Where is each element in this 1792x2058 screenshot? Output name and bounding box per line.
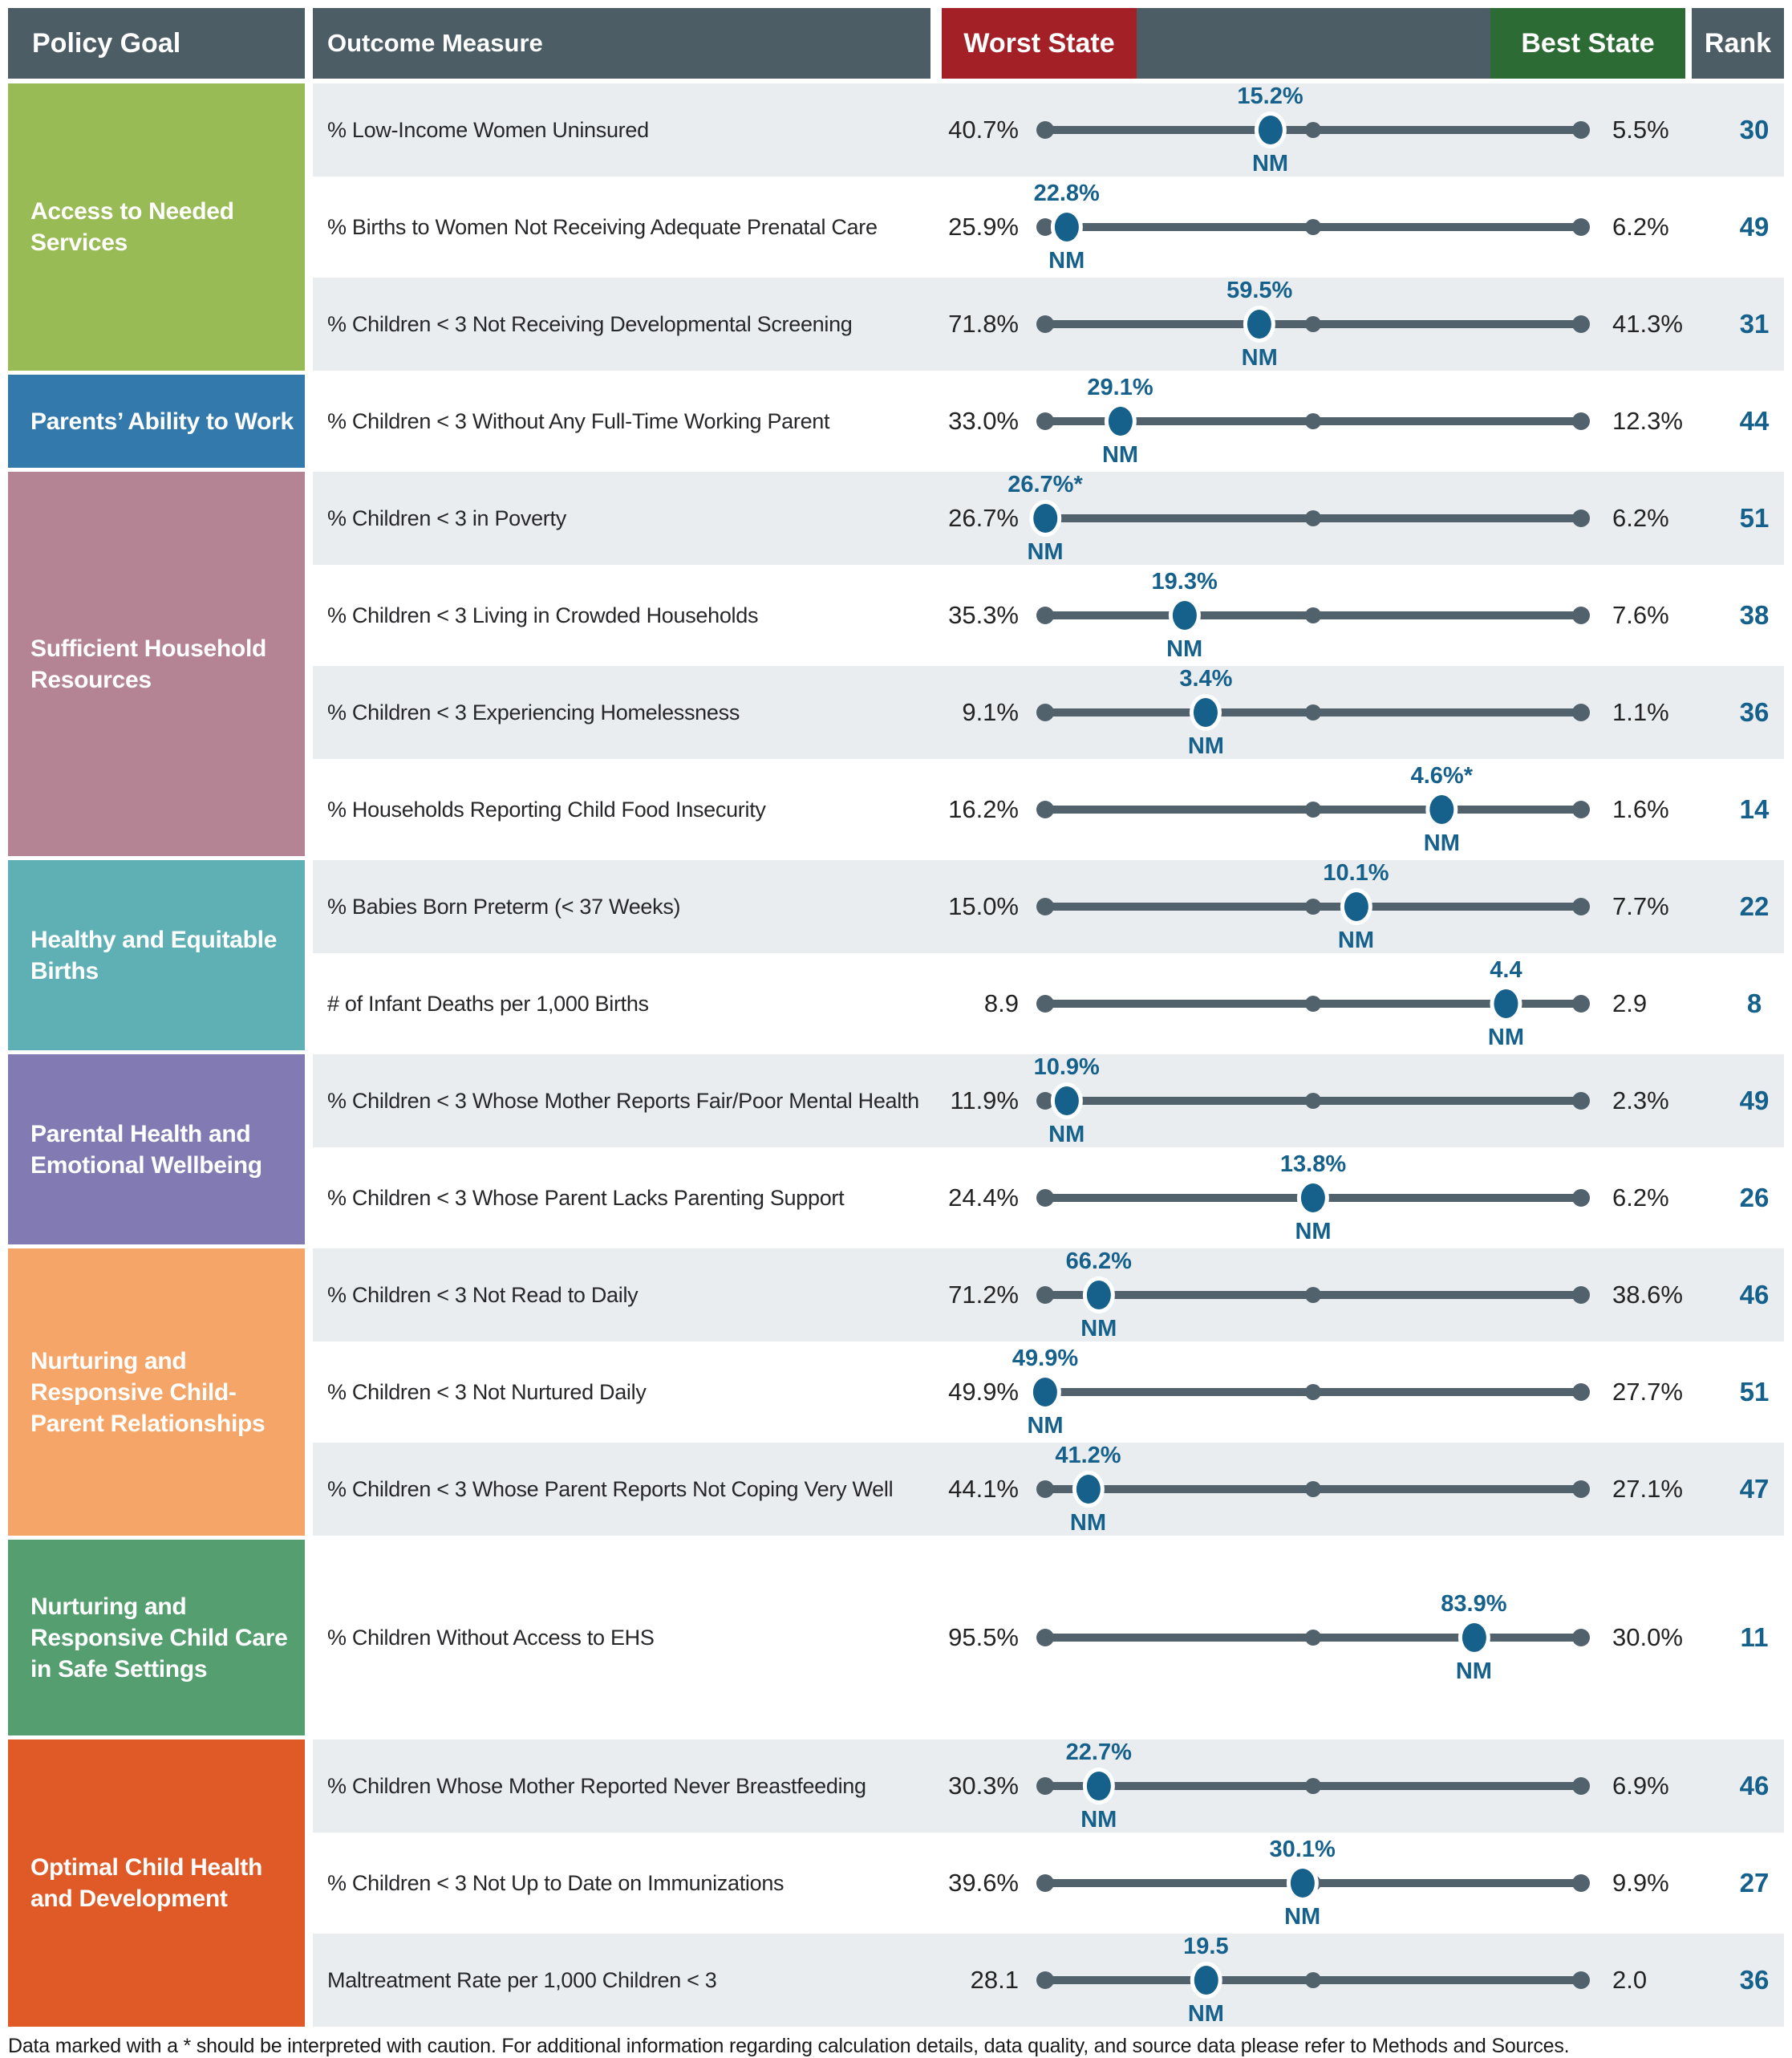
midpoint-dot (1305, 1481, 1321, 1497)
best-end-dot (1572, 218, 1590, 236)
range-track (1036, 375, 1590, 468)
state-dot (1287, 1865, 1319, 1902)
state-marker (1183, 1934, 1228, 2027)
worst-state-value: 24.4% (948, 1183, 1019, 1212)
worst-state-badge: Worst State (942, 8, 1137, 79)
rank-value: 30 (1739, 115, 1770, 144)
state-marker (1066, 1248, 1132, 1342)
state-abbrev-label: NM (1241, 345, 1278, 371)
state-dot (1297, 1179, 1329, 1216)
outcome-measure-label: % Children < 3 Living in Crowded Households (327, 603, 759, 627)
table-row (313, 1443, 1784, 1536)
rank-value: 47 (1739, 1474, 1770, 1504)
footnote: Data marked with a * should be interpreted with caution. For additional information regarding calculation details, data quality, and source data please refer to Methods and Sources. (8, 2035, 1570, 2057)
state-abbrev-label: NM (1423, 830, 1460, 856)
table-row (313, 957, 1784, 1050)
state-value-label: 49.9% (1012, 1346, 1079, 1371)
state-value-label: 26.7%* (1007, 472, 1083, 497)
table-row (313, 1837, 1784, 1930)
worst-end-dot (1036, 1777, 1054, 1795)
outcome-measure-label: % Children < 3 Not Nurtured Daily (327, 1379, 647, 1404)
rank-value: 22 (1739, 891, 1770, 921)
outcome-measure-label: % Children < 3 Whose Parent Reports Not Coping Very Well (327, 1476, 894, 1501)
policy-goal-group (8, 1054, 1784, 1244)
best-end-dot (1572, 1629, 1590, 1646)
range-track (1036, 1739, 1590, 1833)
table-row (313, 666, 1784, 759)
outcome-measure-label: % Children < 3 Whose Parent Lacks Parenting Support (327, 1185, 845, 1210)
state-abbrev-label: NM (1101, 442, 1139, 468)
state-value-label: 83.9% (1441, 1591, 1507, 1617)
best-state-value: 6.9% (1612, 1772, 1669, 1800)
state-dot (1083, 1768, 1115, 1804)
state-marker (1034, 1054, 1100, 1147)
worst-state-value: 11.9% (950, 1086, 1019, 1114)
best-state-value: 27.1% (1612, 1475, 1683, 1503)
group-rows (313, 1054, 1784, 1244)
table-body (8, 83, 1784, 2027)
rank-value: 38 (1739, 600, 1770, 630)
range-track (1036, 1248, 1590, 1342)
best-state-value: 7.7% (1612, 892, 1669, 920)
table-row (313, 763, 1784, 856)
table-row (313, 472, 1784, 565)
state-dot (1051, 209, 1083, 246)
worst-state-value: 33.0% (948, 407, 1019, 435)
state-abbrev-label: NM (1027, 539, 1064, 565)
policy-goal-group (8, 472, 1784, 856)
group-rows (313, 375, 1784, 468)
best-end-dot (1572, 315, 1590, 333)
state-marker (1441, 1540, 1506, 1735)
group-rows (313, 472, 1784, 856)
state-dot (1425, 791, 1458, 828)
worst-state-value: 25.9% (948, 213, 1019, 241)
state-dot (1029, 500, 1061, 537)
best-end-dot (1572, 1874, 1590, 1892)
worst-state-value: 71.8% (948, 310, 1019, 338)
best-state-value: 27.7% (1612, 1378, 1683, 1406)
policy-goal-group (8, 1248, 1784, 1536)
policy-goal-group (8, 83, 1784, 371)
policy-goal-group (8, 860, 1784, 1050)
rank-value: 36 (1739, 1965, 1770, 1995)
best-state-value: 38.6% (1612, 1281, 1683, 1309)
rank-value: 31 (1739, 309, 1770, 339)
best-end-dot (1572, 1777, 1590, 1795)
best-state-value: 5.5% (1612, 116, 1669, 144)
worst-end-dot (1036, 1480, 1054, 1498)
policy-goal-cell (8, 375, 305, 468)
worst-end-dot (1036, 1189, 1054, 1207)
best-state-value: 2.0 (1612, 1966, 1648, 1994)
state-value-label: 4.6%* (1410, 763, 1474, 789)
worst-end-dot (1036, 121, 1054, 139)
best-end-dot (1572, 1189, 1590, 1207)
worst-state-value: 15.0% (948, 892, 1019, 920)
midpoint-dot (1305, 510, 1321, 526)
best-state-value: 41.3% (1612, 310, 1683, 338)
state-value-label: 22.7% (1065, 1739, 1132, 1765)
rank-value: 46 (1739, 1771, 1770, 1800)
outcome-measure-label: % Households Reporting Child Food Insecurity (327, 797, 766, 822)
state-value-label: 19.3% (1151, 569, 1218, 595)
state-marker (1012, 1346, 1078, 1439)
policy-goal-label: Sufficient Household Resources (30, 635, 267, 693)
outcome-measure-label: % Children < 3 Not Up to Date on Immunizations (327, 1870, 785, 1895)
range-track (1036, 83, 1590, 177)
midpoint-dot (1305, 1384, 1321, 1400)
worst-state-value: 9.1% (962, 698, 1019, 726)
best-state-value: 7.6% (1612, 601, 1669, 629)
state-value-label: 41.2% (1055, 1443, 1121, 1468)
policy-goal-label: Optimal Child Health and Development (30, 1854, 263, 1912)
state-dot (1083, 1277, 1115, 1313)
worst-state-value: 44.1% (948, 1475, 1019, 1503)
midpoint-dot (1305, 704, 1321, 721)
midpoint-dot (1305, 1630, 1321, 1646)
best-end-dot (1572, 1480, 1590, 1498)
policy-goal-cell (8, 1540, 305, 1735)
worst-end-dot (1036, 315, 1054, 333)
table-header (8, 8, 1784, 79)
rank-value: 51 (1739, 1377, 1770, 1407)
best-state-value: 6.2% (1612, 504, 1669, 532)
worst-end-dot (1036, 801, 1054, 818)
best-end-dot (1572, 1971, 1590, 1989)
policy-goal-label: Access to Needed Services (30, 198, 234, 256)
state-dot (1105, 403, 1137, 440)
rank-value: 27 (1739, 1868, 1770, 1898)
table-row (313, 860, 1784, 953)
midpoint-dot (1305, 122, 1321, 138)
state-dot (1051, 1082, 1083, 1119)
state-abbrev-label: NM (1166, 636, 1203, 662)
midpoint-dot (1305, 802, 1321, 818)
table-row (313, 1346, 1784, 1439)
outcome-measure-label: % Children < 3 Whose Mother Reports Fair/Poor Mental Health (327, 1088, 919, 1113)
rank-value: 8 (1746, 988, 1762, 1018)
table-row (313, 1248, 1784, 1342)
state-dot (1490, 985, 1522, 1022)
midpoint-dot (1305, 316, 1321, 332)
range-track (1036, 1443, 1590, 1536)
range-track (1036, 957, 1590, 1050)
best-end-dot (1572, 995, 1590, 1013)
outcome-measure-label: % Children < 3 Not Read to Daily (327, 1282, 639, 1307)
table-row (313, 375, 1784, 468)
rank-value: 26 (1739, 1183, 1770, 1212)
policy-goal-group (8, 375, 1784, 468)
range-track (1036, 666, 1590, 759)
table-row (313, 1739, 1784, 1833)
policy-goal-cell (8, 1054, 305, 1244)
state-abbrev-label: NM (1048, 248, 1085, 274)
group-rows (313, 1540, 1784, 1735)
policy-goal-label: Nurturing and Responsive Child-Parent Relationships (30, 1347, 266, 1437)
state-value-label: 30.1% (1269, 1837, 1336, 1862)
state-abbrev-label: NM (1080, 1807, 1117, 1833)
range-track (1036, 1934, 1590, 2027)
worst-state-value: 39.6% (948, 1869, 1019, 1897)
policy-goal-cell (8, 1248, 305, 1536)
midpoint-dot (1305, 1972, 1321, 1988)
state-dot (1190, 1962, 1222, 1999)
state-value-label: 13.8% (1279, 1151, 1347, 1177)
state-value-label: 22.8% (1033, 181, 1100, 206)
group-rows (313, 1739, 1784, 2027)
state-value-label: 3.4% (1179, 666, 1233, 692)
state-abbrev-label: NM (1187, 733, 1224, 759)
group-rows (313, 860, 1784, 1050)
state-dot (1243, 306, 1275, 343)
state-value-label: 10.9% (1033, 1054, 1100, 1080)
state-abbrev-label: NM (1187, 2001, 1224, 2027)
worst-end-dot (1036, 1286, 1054, 1304)
best-state-value: 6.2% (1612, 1183, 1669, 1212)
state-abbrev-label: NM (1295, 1219, 1332, 1244)
best-end-dot (1572, 607, 1590, 624)
report-table (8, 8, 1784, 2058)
state-dot (1072, 1471, 1104, 1508)
worst-state-value: 26.7% (948, 504, 1019, 532)
state-abbrev-label: NM (1069, 1510, 1106, 1536)
header-chart-band (942, 8, 1685, 79)
group-rows (313, 83, 1784, 371)
policy-goal-group (8, 1540, 1784, 1735)
midpoint-dot (1305, 1093, 1321, 1109)
worst-end-dot (1036, 1629, 1054, 1646)
table-row (313, 83, 1784, 177)
worst-state-value: 35.3% (948, 601, 1019, 629)
best-end-dot (1572, 509, 1590, 527)
rank-value: 51 (1739, 503, 1770, 533)
header-rank: Rank (1692, 8, 1784, 79)
state-marker (1270, 1837, 1336, 1930)
worst-state-value: 40.7% (948, 116, 1019, 144)
state-marker (1066, 1739, 1132, 1833)
worst-end-dot (1036, 898, 1054, 915)
state-value-label: 59.5% (1226, 278, 1293, 303)
header-outcome-measure: Outcome Measure (313, 8, 930, 79)
policy-goal-cell (8, 83, 305, 371)
table-row (313, 278, 1784, 371)
outcome-measure-label: % Children < 3 Experiencing Homelessness (327, 700, 740, 725)
range-track (1036, 763, 1590, 856)
best-state-value: 30.0% (1612, 1623, 1683, 1651)
state-value-label: 4.4 (1490, 957, 1522, 983)
outcome-measure-label: % Babies Born Preterm (< 37 Weeks) (327, 894, 681, 919)
outcome-measure-label: # of Infant Deaths per 1,000 Births (327, 991, 649, 1016)
best-end-dot (1572, 1383, 1590, 1401)
outcome-measure-label: % Births to Women Not Receiving Adequate Prenatal Care (327, 214, 878, 239)
state-value-label: 10.1% (1323, 860, 1389, 886)
range-track (1036, 278, 1590, 371)
worst-end-dot (1036, 704, 1054, 721)
best-state-badge: Best State (1490, 8, 1685, 79)
state-marker (1280, 1151, 1346, 1244)
best-state-value: 6.2% (1612, 213, 1669, 241)
outcome-measure-label: % Children < 3 Not Receiving Developmental Screening (327, 311, 853, 336)
midpoint-dot (1305, 1778, 1321, 1794)
best-state-value: 1.1% (1612, 698, 1669, 726)
midpoint-dot (1305, 996, 1321, 1012)
outcome-measure-label: % Children < 3 in Poverty (327, 505, 566, 530)
range-track (1033, 181, 1590, 274)
state-marker (1488, 957, 1524, 1050)
best-state-value: 9.9% (1612, 1869, 1669, 1897)
policy-goal-label: Healthy and Equitable Births (30, 926, 278, 984)
worst-end-dot (1036, 1874, 1054, 1892)
state-abbrev-label: NM (1455, 1658, 1492, 1684)
range-track (1036, 569, 1590, 662)
state-dot (1340, 888, 1372, 925)
state-value-label: 15.2% (1237, 83, 1303, 109)
group-rows (313, 1248, 1784, 1536)
state-abbrev-label: NM (1487, 1025, 1525, 1050)
best-state-value: 2.3% (1612, 1086, 1669, 1114)
worst-state-value: 49.9% (948, 1378, 1019, 1406)
policy-goal-label: Parental Health and Emotional Wellbeing (30, 1120, 262, 1179)
table-row (313, 181, 1784, 274)
state-dot (1169, 597, 1201, 634)
outcome-measure-label: Maltreatment Rate per 1,000 Children < 3 (327, 1967, 717, 1992)
state-abbrev-label: NM (1284, 1904, 1321, 1930)
rank-value: 49 (1739, 212, 1770, 242)
state-marker (1411, 763, 1473, 856)
state-abbrev-label: NM (1337, 928, 1374, 953)
midpoint-dot (1305, 607, 1321, 623)
worst-state-value: 95.5% (948, 1623, 1019, 1651)
header-policy-goal: Policy Goal (8, 8, 305, 79)
outcome-measure-label: % Low-Income Women Uninsured (327, 117, 649, 142)
state-dot (1190, 694, 1222, 731)
state-dot (1029, 1374, 1061, 1411)
best-end-dot (1572, 898, 1590, 915)
policy-goal-cell (8, 1739, 305, 2027)
policy-goal-label: Nurturing and Responsive Child Care in Safe Settings (30, 1593, 288, 1683)
table-row (313, 569, 1784, 662)
rank-value: 44 (1739, 406, 1770, 436)
midpoint-dot (1305, 1287, 1321, 1303)
state-marker (1226, 278, 1292, 371)
header-band-filler (1137, 8, 1490, 79)
state-marker (1323, 860, 1389, 953)
rank-value: 36 (1739, 697, 1770, 727)
table-row (313, 1054, 1784, 1147)
state-marker (1087, 375, 1153, 468)
rank-value: 49 (1739, 1086, 1770, 1115)
worst-end-dot (1036, 995, 1054, 1013)
midpoint-dot (1305, 899, 1321, 915)
policy-goal-cell (8, 860, 305, 1050)
state-marker (1237, 83, 1303, 177)
state-dot (1255, 112, 1287, 148)
range-track (1033, 1054, 1590, 1147)
state-marker (1034, 181, 1100, 274)
policy-goal-cell (8, 472, 305, 856)
midpoint-dot (1305, 219, 1321, 235)
outcome-measure-label: % Children < 3 Without Any Full-Time Working Parent (327, 408, 830, 433)
state-abbrev-label: NM (1080, 1316, 1117, 1342)
worst-state-value: 30.3% (948, 1772, 1019, 1800)
worst-end-dot (1036, 607, 1054, 624)
state-abbrev-label: NM (1048, 1122, 1085, 1147)
best-end-dot (1572, 412, 1590, 430)
range-track (1012, 1346, 1590, 1439)
state-dot (1458, 1619, 1490, 1656)
state-value-label: 29.1% (1087, 375, 1153, 400)
worst-state-value: 16.2% (948, 795, 1019, 823)
worst-state-value: 8.9 (983, 989, 1019, 1017)
worst-state-value: 28.1 (970, 1966, 1019, 1994)
range-track (1007, 472, 1590, 565)
state-marker (1179, 666, 1232, 759)
best-state-value: 12.3% (1612, 407, 1683, 435)
rank-value: 14 (1739, 794, 1770, 824)
rank-value: 46 (1739, 1280, 1770, 1309)
best-end-dot (1572, 801, 1590, 818)
table-row (313, 1151, 1784, 1244)
range-track (1036, 1540, 1590, 1735)
range-track (1036, 860, 1590, 953)
worst-end-dot (1036, 412, 1054, 430)
policy-goal-label: Parents’ Ability to Work (30, 408, 294, 435)
state-abbrev-label: NM (1251, 151, 1289, 177)
best-end-dot (1572, 1286, 1590, 1304)
outcome-measure-label: % Children Whose Mother Reported Never Breastfeeding (327, 1773, 866, 1798)
table-row (313, 1540, 1784, 1735)
state-marker (1152, 569, 1218, 662)
midpoint-dot (1305, 413, 1321, 429)
best-state-value: 2.9 (1612, 989, 1648, 1017)
best-end-dot (1572, 704, 1590, 721)
state-abbrev-label: NM (1027, 1413, 1064, 1439)
best-end-dot (1572, 1092, 1590, 1110)
range-track (1036, 1151, 1590, 1244)
state-value-label: 66.2% (1065, 1248, 1132, 1274)
range-track (1036, 1837, 1590, 1930)
best-state-value: 1.6% (1612, 795, 1669, 823)
worst-state-value: 71.2% (948, 1281, 1019, 1309)
worst-end-dot (1036, 1971, 1054, 1989)
state-marker (1007, 472, 1083, 565)
rank-value: 11 (1740, 1622, 1769, 1652)
state-value-label: 19.5 (1183, 1934, 1229, 1959)
best-end-dot (1572, 121, 1590, 139)
policy-goal-group (8, 1739, 1784, 2027)
outcome-measure-label: % Children Without Access to EHS (327, 1625, 655, 1650)
state-marker (1055, 1443, 1121, 1536)
table-row (313, 1934, 1784, 2027)
